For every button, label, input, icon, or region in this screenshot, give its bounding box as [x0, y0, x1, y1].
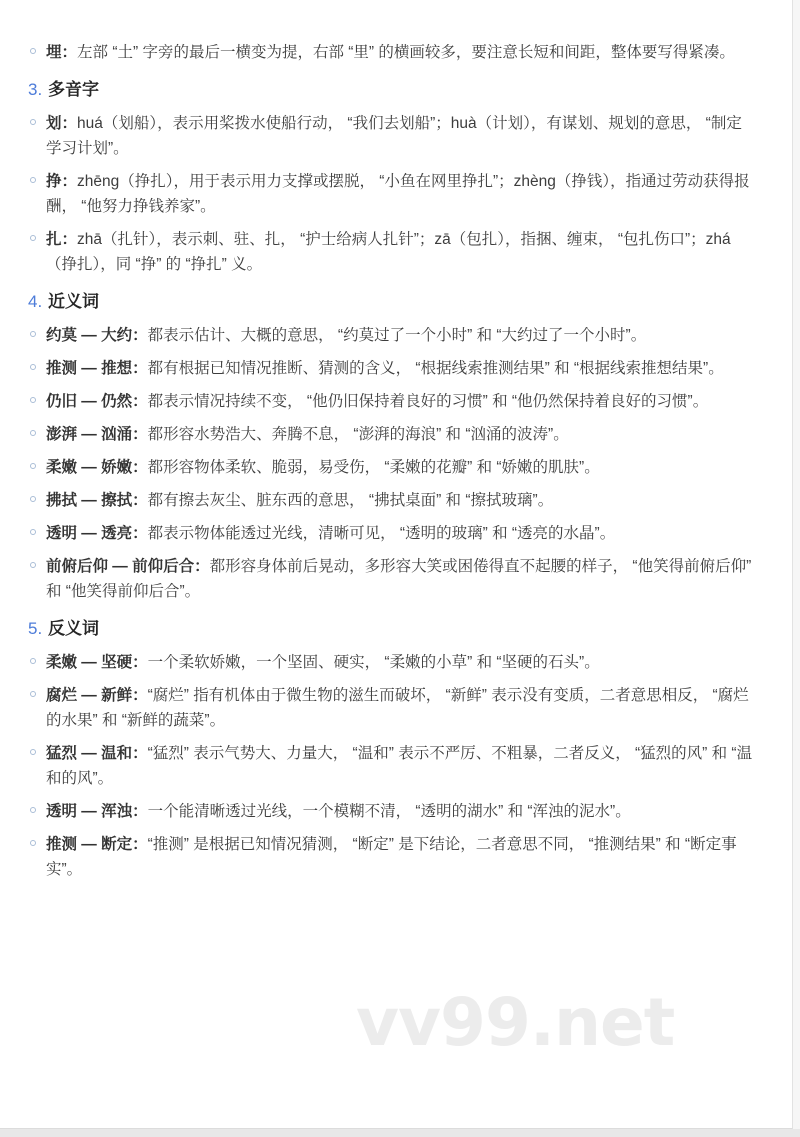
section-number: 5.	[28, 619, 43, 638]
item-text: zhēng（挣扎），用于表示用力支撑或摆脱， “小鱼在网里挣扎”；zhèng（挣钱），指通过劳动获得报酬， “他努力挣钱养家”。	[46, 173, 750, 215]
list-item	[28, 356, 754, 381]
bullet-icon	[30, 749, 36, 755]
list-item	[28, 741, 754, 791]
bullet-icon	[30, 529, 36, 535]
item-text: 都形容水势浩大、奔腾不息， “澎湃的海浪” 和 “汹涌的波涛”。	[147, 426, 569, 443]
bullet-icon	[30, 840, 36, 846]
list-item	[28, 323, 754, 348]
list-item	[28, 683, 754, 733]
bullet-icon	[30, 331, 36, 337]
bullet-icon	[30, 496, 36, 502]
bullet-icon	[30, 119, 36, 125]
item-text: 一个能清晰透过光线，一个模糊不清， “透明的湖水” 和 “浑浊的泥水”。	[147, 803, 631, 820]
item-text: 都表示估计、大概的意思， “约莫过了一个小时” 和 “大约过了一个小时”。	[147, 327, 647, 344]
section-title: 反义词	[48, 619, 99, 638]
list-item	[28, 227, 754, 277]
bullet-icon	[30, 364, 36, 370]
item-term: 挣：	[46, 173, 78, 190]
list-item	[28, 488, 754, 513]
watermark: vv99.net	[356, 984, 675, 1061]
bullet-icon	[30, 48, 36, 54]
bullet-icon	[30, 562, 36, 568]
item-term: 柔嫩 — 坚硬：	[46, 654, 148, 671]
item-text: zhā（扎针），表示刺、驻、扎， “护士给病人扎针”；zā（包扎），指捆、缠束， “包扎伤口”；zhá（挣扎），同 “挣” 的 “挣扎” 义。	[46, 231, 731, 273]
bullet-icon	[30, 235, 36, 241]
bullet-icon	[30, 397, 36, 403]
item-term: 埋：	[46, 44, 78, 61]
item-term: 澎湃 — 汹涌：	[46, 426, 148, 443]
list-item	[28, 40, 754, 65]
item-term: 推测 — 断定：	[46, 836, 148, 853]
list-item	[28, 169, 754, 219]
item-term: 推测 — 推想：	[46, 360, 148, 377]
list-item	[28, 455, 754, 480]
item-term: 猛烈 — 温和：	[46, 745, 148, 762]
list-item	[28, 389, 754, 414]
item-text: 都形容物体柔软、脆弱，易受伤， “柔嫩的花瓣” 和 “娇嫩的肌肤”。	[147, 459, 600, 476]
bullet-icon	[30, 658, 36, 664]
item-text: 都形容身体前后晃动，多形容大笑或困倦得直不起腰的样子， “他笑得前俯后仰” 和 “他笑得前仰后合”。	[46, 558, 752, 600]
bullet-icon	[30, 177, 36, 183]
item-term: 柔嫩 — 娇嫩：	[46, 459, 148, 476]
item-term: 前俯后仰 — 前仰后合：	[46, 558, 210, 575]
item-text: huá（划船），表示用桨拨水使船行动， “我们去划船”；huà（计划），有谋划、规划的意思， “制定学习计划”。	[46, 115, 742, 157]
section-title: 近义词	[48, 292, 99, 311]
item-text: “推测” 是根据已知情况猜测， “断定” 是下结论，二者意思不同， “推测结果” 和 “断定事实”。	[46, 836, 737, 878]
section-heading-duoyinzi	[28, 77, 754, 103]
item-term: 拂拭 — 擦拭：	[46, 492, 148, 509]
list-item	[28, 832, 754, 882]
list-item	[28, 111, 754, 161]
list-item	[28, 650, 754, 675]
item-text: 都表示情况持续不变， “他仍旧保持着良好的习惯” 和 “他仍然保持着良好的习惯”。	[147, 393, 709, 410]
item-term: 约莫 — 大约：	[46, 327, 148, 344]
list-item	[28, 521, 754, 546]
section-number: 4.	[28, 292, 43, 311]
bullet-icon	[30, 430, 36, 436]
item-term: 透明 — 透亮：	[46, 525, 148, 542]
bullet-icon	[30, 691, 36, 697]
item-term: 透明 — 浑浊：	[46, 803, 148, 820]
list-item	[28, 799, 754, 824]
section-title: 多音字	[48, 80, 99, 99]
item-text: “猛烈” 表示气势大、力量大， “温和” 表示不严厉、不粗暴，二者反义， “猛烈的风” 和 “温和的风”。	[46, 745, 753, 787]
page-right-gutter	[793, 0, 800, 1129]
item-text: “腐烂” 指有机体由于微生物的滋生而破坏， “新鲜” 表示没有变质，二者意思相反， “腐烂的水果” 和 “新鲜的蔬菜”。	[46, 687, 749, 729]
list-item	[28, 422, 754, 447]
bullet-icon	[30, 463, 36, 469]
bullet-icon	[30, 807, 36, 813]
item-text: 都有根据已知情况推断、猜测的含义， “根据线索推测结果” 和 “根据线索推想结果”。	[147, 360, 724, 377]
item-text: 一个柔软娇嫩，一个坚固、硬实， “柔嫩的小草” 和 “坚硬的石头”。	[147, 654, 600, 671]
item-text: 都有擦去灰尘、脏东西的意思， “拂拭桌面” 和 “擦拭玻璃”。	[147, 492, 554, 509]
section-heading-jinyici	[28, 289, 754, 315]
item-term: 划：	[46, 115, 78, 132]
item-text: 左部 “土” 字旁的最后一横变为提，右部 “里” 的横画较多，要注意长短和间距，整体要写得紧凑。	[77, 44, 735, 61]
item-text: 都表示物体能透过光线，清晰可见， “透明的玻璃” 和 “透亮的水晶”。	[147, 525, 616, 542]
list-item	[28, 554, 754, 604]
section-number: 3.	[28, 80, 43, 99]
item-term: 仍旧 — 仍然：	[46, 393, 148, 410]
section-heading-fanyici	[28, 616, 754, 642]
item-term: 扎：	[46, 231, 78, 248]
item-term: 腐烂 — 新鲜：	[46, 687, 148, 704]
